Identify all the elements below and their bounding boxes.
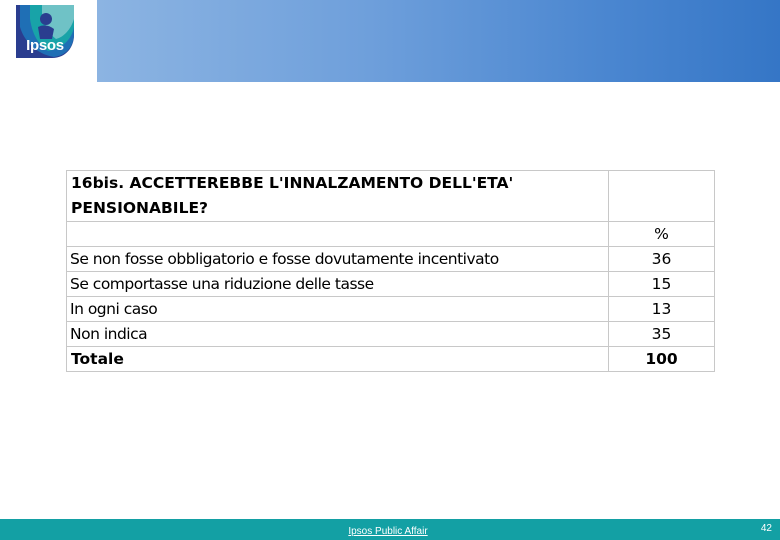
column-header-percent: % (609, 222, 715, 247)
table-row (67, 272, 715, 297)
row-label: Se comportasse una riduzione delle tasse (67, 272, 609, 297)
row-value: 13 (609, 297, 715, 322)
question-row (67, 171, 715, 222)
header (0, 0, 780, 82)
results-table (66, 170, 715, 372)
row-value: 36 (609, 247, 715, 272)
total-label: Totale (67, 347, 609, 372)
header-row (67, 222, 715, 247)
total-value: 100 (609, 347, 715, 372)
total-row (67, 347, 715, 372)
row-value: 35 (609, 322, 715, 347)
logo-text: Ipsos (26, 37, 64, 54)
question-value-cell (609, 171, 715, 222)
table-row (67, 322, 715, 347)
footer-link-ipsos-public-affair[interactable]: Ipsos Public Affair (348, 526, 428, 537)
table-row (67, 247, 715, 272)
footer (0, 519, 780, 540)
question-text: 16bis. ACCETTEREBBE L'INNALZAMENTO DELL'ETA' PENSIONABILE? (67, 171, 609, 222)
header-label-cell (67, 222, 609, 247)
row-value: 15 (609, 272, 715, 297)
row-label: In ogni caso (67, 297, 609, 322)
logo-container (0, 0, 92, 82)
table-row (67, 297, 715, 322)
header-gradient-banner (97, 0, 780, 82)
page-number: 42 (760, 523, 772, 534)
row-label: Se non fosse obbligatorio e fosse dovutamente incentivato (67, 247, 609, 272)
row-label: Non indica (67, 322, 609, 347)
